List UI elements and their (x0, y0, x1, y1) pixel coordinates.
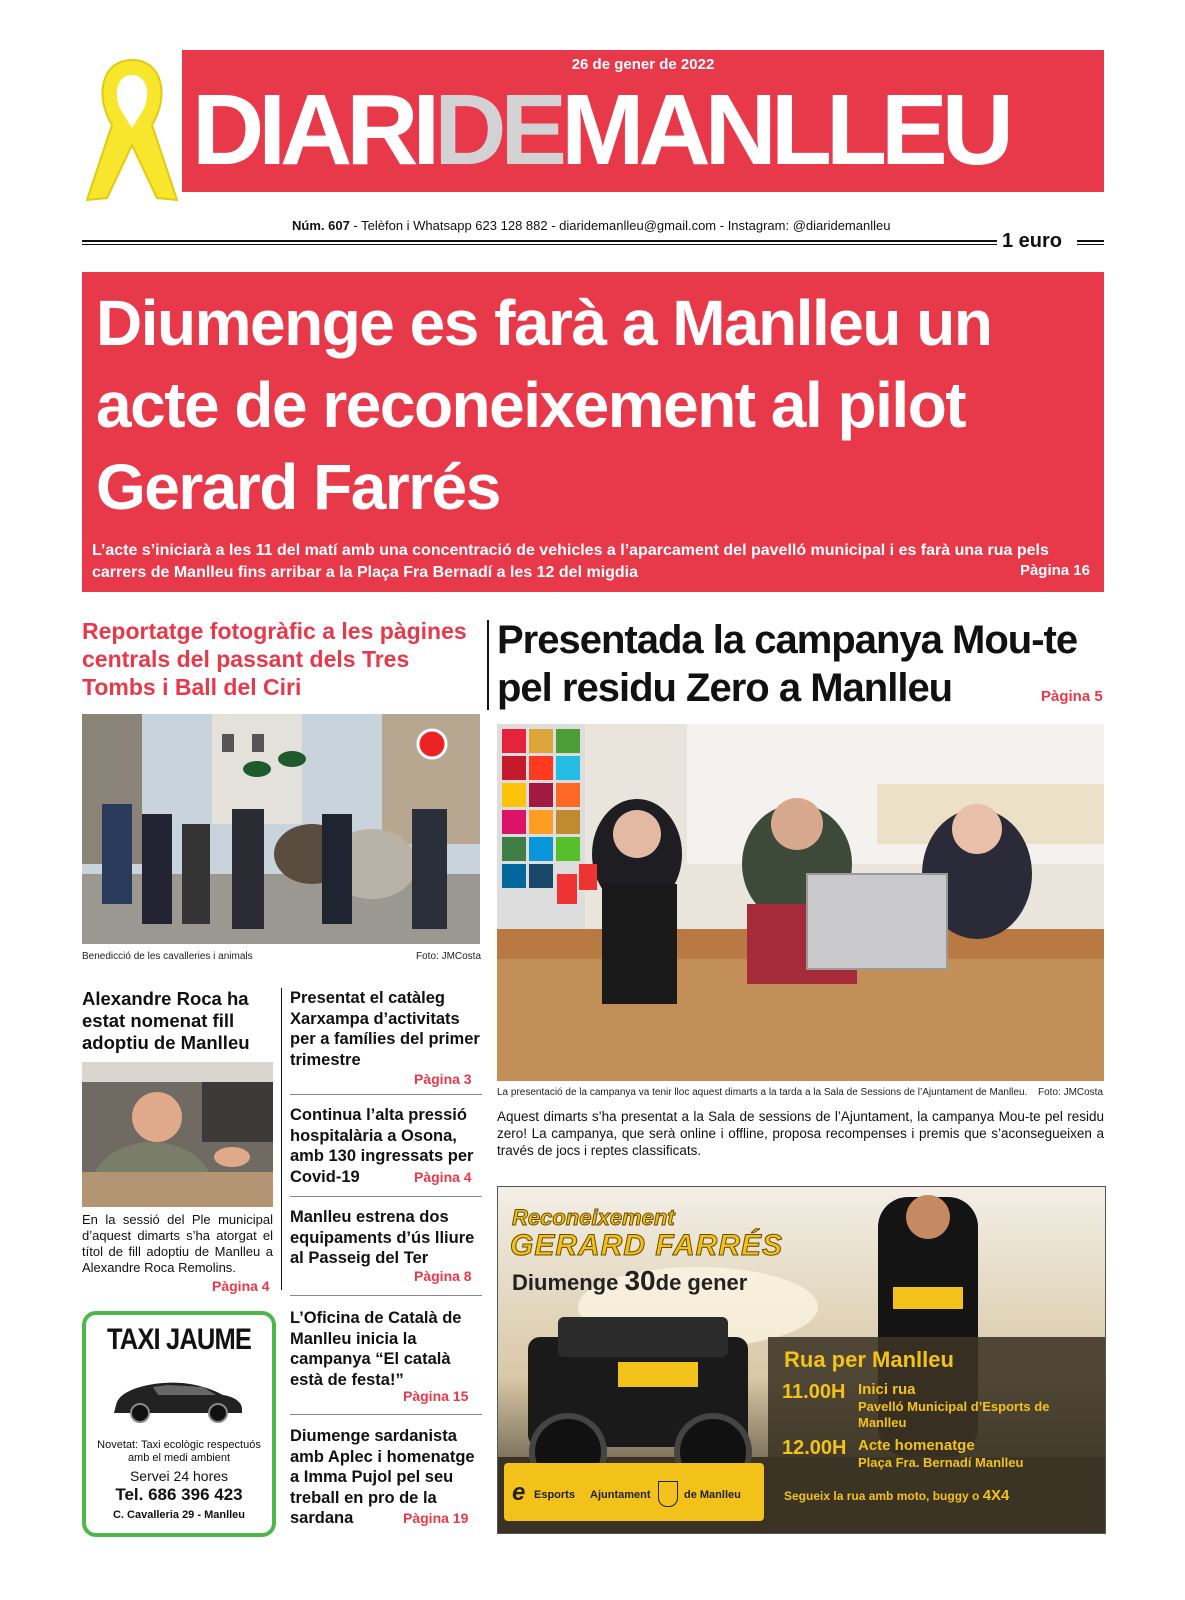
price: 1 euro (1002, 230, 1063, 252)
brief-separator (290, 1094, 482, 1095)
column-divider (487, 620, 489, 710)
ad-time-2: 12.00H (782, 1437, 847, 1459)
lead-headline[interactable]: Diumenge es farà a Manlleu un acte de reconeixement al pilot Gerard Farrés (96, 287, 992, 523)
lead-subhead: L’acte s’iniciarà a les 11 del matí amb una concentració de vehicles a l’aparcament del pavelló municipal i es farà una rua pels carrers de Manlleu fins arribar a la Plaça Fra Bernadí a les 12 del migdia (92, 542, 1049, 581)
taxi-service: Servei 24 hores (129, 1468, 229, 1484)
issue-date: 26 de gener de 2022 (571, 56, 715, 73)
divider-rule-right (1077, 240, 1104, 245)
ad-event-1: Inici rua (858, 1381, 916, 1398)
title-part-manlleu: MANLLEU (561, 74, 1008, 186)
brief-sardana-page[interactable]: Pàgina 19 (403, 1510, 469, 1526)
ad-date-num: 30 (624, 1265, 656, 1296)
title-part-diari: DIARI (192, 74, 435, 186)
ad-time-1: 11.00H (782, 1381, 846, 1403)
logo-esports: Esports (534, 1489, 575, 1501)
brief-separator (290, 1295, 482, 1296)
masthead (182, 50, 1104, 192)
brief-separator (290, 1196, 482, 1197)
taxi-name: TAXI JAUME (106, 1323, 252, 1356)
brief-sardana[interactable]: Diumenge sardanista amb Aplec i homenatge a Imma Pujol pel seu treball en pro de la sardana (290, 1427, 475, 1527)
tres-tombs-headline[interactable]: Reportatge fotogràfic a les pàgines centrals del passant dels Tres Tombs i Ball del Ciri (82, 618, 467, 700)
ad-place-1: Pavelló Municipal d’Esports de Manlleu (858, 1399, 1050, 1430)
contact-line (292, 218, 890, 233)
issue-number: Núm. 607 (292, 218, 350, 233)
info-bar (82, 218, 1104, 252)
tres-tombs-photo (82, 714, 480, 944)
logo-ajuntament: Ajuntament (590, 1489, 651, 1501)
briefs-divider (281, 988, 282, 1290)
brief-catala-page[interactable]: Pàgina 15 (403, 1388, 469, 1404)
moute-caption: La presentació de la campanya va tenir lloc aquest dimarts a la tarda a la Sala de Sessions de l’Ajuntament de Manlleu. (497, 1087, 1028, 1098)
newspaper-title (192, 70, 1008, 190)
brief-xarxampa-page[interactable]: Pàgina 3 (414, 1071, 472, 1087)
brief-covid-page[interactable]: Pàgina 4 (414, 1169, 472, 1185)
moute-page-ref[interactable]: Pàgina 5 (1041, 688, 1103, 705)
taxi-jaume-ad[interactable] (82, 1311, 276, 1537)
ad-date-prefix: Diumenge (512, 1270, 625, 1295)
farres-ad[interactable] (497, 1186, 1106, 1534)
lead-story (82, 272, 1104, 592)
roca-body: En la sessió del Ple municipal d’aquest dimarts s’ha atorgat el títol de fill adoptiu de Manlleu a Alexandre Roca Remolins. (82, 1212, 273, 1275)
lead-page-ref[interactable]: Pàgina 16 (1019, 562, 1090, 579)
taxi-note: Novetat: Taxi ecològic respectuós amb el medi ambient (97, 1439, 261, 1464)
ad-footer-4x4: 4X4 (982, 1487, 1010, 1504)
roca-page-ref[interactable]: Pàgina 4 (212, 1278, 270, 1294)
esports-e-icon: e (512, 1479, 526, 1506)
contact-details: - Telèfon i Whatsapp 623 128 882 - diaridemanlleu@gmail.com - Instagram: @diaridemanlleu (349, 218, 891, 233)
manlleu-shield-icon (658, 1481, 678, 1507)
brief-xarxampa[interactable]: Presentat el catàleg Xarxampa d’activitats per a famílies del primer trimestre (290, 989, 480, 1069)
brief-catala[interactable]: L’Oficina de Català de Manlleu inicia la campanya “El català està de festa!” (290, 1309, 462, 1389)
ad-name: GERARD FARRÉS (510, 1229, 784, 1262)
moute-body: Aquest dimarts s’ha presentat a la Sala de sessions de l’Ajuntament, la campanya Mou-te pel residu zero! La campanya, que serà online i offline, proposa recompenses i premis que s’aconsegueixen a través de jocs i reptes classificats. (497, 1109, 1104, 1158)
ad-date (512, 1265, 747, 1297)
ad-event-2: Acte homenatge (858, 1437, 975, 1454)
brief-equipaments[interactable]: Manlleu estrena dos equipaments d’ús lliure al Passeig del Ter (290, 1208, 475, 1267)
roca-photo (82, 1062, 273, 1207)
roca-headline[interactable]: Alexandre Roca ha estat nomenat fill adoptiu de Manlleu (82, 988, 250, 1053)
ad-date-suffix: de gener (655, 1270, 748, 1295)
ad-footer-text: Segueix la rua amb moto, buggy o (784, 1489, 983, 1503)
moute-credit: Foto: JMCosta (1038, 1087, 1104, 1098)
divider-rule (82, 240, 997, 245)
tres-tombs-credit: Foto: JMCosta (416, 951, 482, 962)
ad-footer (784, 1487, 1009, 1504)
ad-rua-title: Rua per Manlleu (784, 1347, 954, 1372)
brief-separator (290, 1414, 482, 1415)
title-part-de: DE (434, 74, 562, 186)
taxi-address: C. Cavalleria 29 - Manlleu (112, 1509, 246, 1521)
ad-sponsor-logos (512, 1479, 772, 1509)
brief-covid[interactable]: Continua l’alta pressió hospitalària a Osona, amb 130 ingressats per Covid-19 (290, 1106, 474, 1186)
ad-place-2: Plaça Fra. Bernadí Manlleu (858, 1455, 1024, 1470)
moute-headline[interactable]: Presentada la campanya Mou-te pel residu Zero a Manlleu (497, 618, 1078, 710)
logo-manlleu: de Manlleu (684, 1489, 741, 1501)
ad-reconeixement: Reconeixement (512, 1205, 675, 1230)
moute-photo (497, 724, 1104, 1081)
taxi-phone[interactable]: Tel. 686 396 423 (115, 1485, 243, 1504)
taxi-car-icon (108, 1365, 248, 1427)
tres-tombs-caption: Benedicció de les cavalleries i animals (82, 951, 253, 962)
brief-equipaments-page[interactable]: Pàgina 8 (414, 1268, 472, 1284)
yellow-ribbon-icon (82, 50, 182, 220)
